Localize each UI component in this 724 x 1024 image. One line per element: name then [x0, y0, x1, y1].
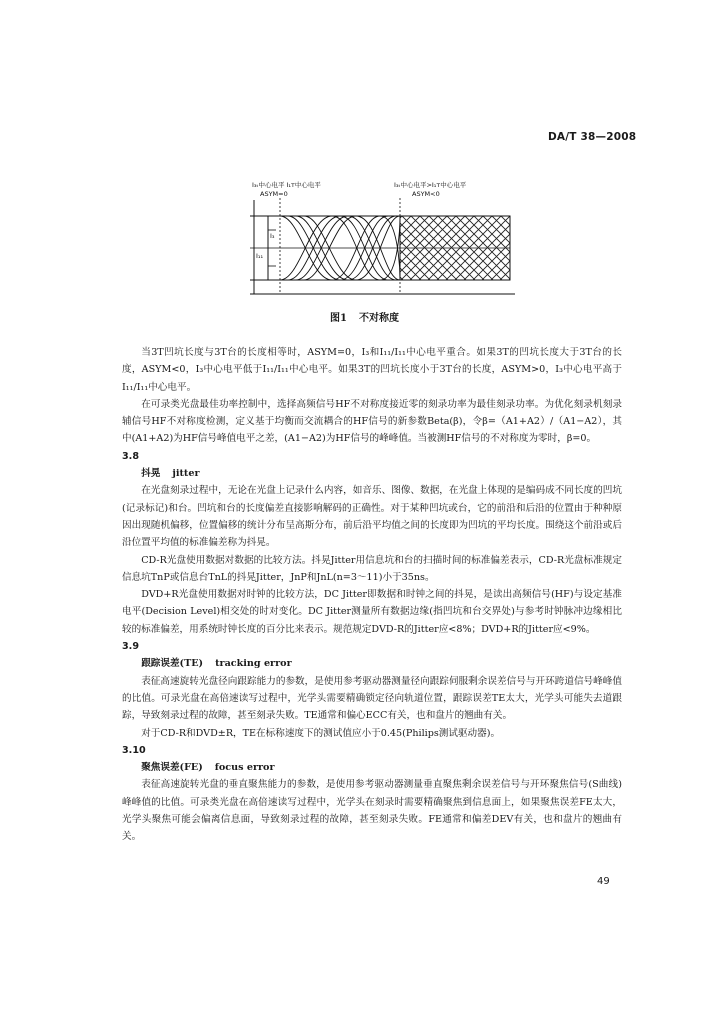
term-en: jitter: [172, 468, 200, 480]
term-en: focus error: [214, 762, 275, 774]
document-code-header: DA/T 38—2008: [548, 131, 637, 143]
label-i3: I₃: [270, 232, 275, 240]
label-left-2: ASYM=0: [260, 190, 288, 198]
paragraph: 在光盘刻录过程中，无论在光盘上记录什么内容，如音乐、图像、数据，在光盘上体现的是编码成不同长度的凹坑(记录标记)和台。凹坑和台的长度偏差直接影响解码的正确性。对于某种凹坑或台，它的前沿和后沿的位置由于种种原因出现随机偏移，位置偏移的统计分布呈高斯分布，前后沿平均值之间的长度即为凹坑的平均长度。围绕这个前沿或后沿位置平均值的标准偏差称为抖晃。: [122, 485, 622, 549]
paragraph: 表征高速旋转光盘的垂直聚焦能力的参数，是使用参考驱动器测量垂直聚焦剩余误差信号与开环聚焦信号(S曲线)峰峰值的比值。可录类光盘在高倍速读写过程中，光学头在刻录时需要精确聚焦到信息面上，如果聚焦误差FE太大，光学头聚焦可能会偏离信息面，导致刻录过程的故障，甚至刻录失败。FE通常和偏差DEV有关，也和盘片的翘曲有关。: [122, 779, 622, 843]
paragraph: 在可录类光盘最佳功率控制中，选择高频信号HF不对称度接近零的刻录功率为最佳刻录功率。为优化刻录机刻录辅信号HF不对称度检测，定义基于均衡而交流耦合的HF信号的新参数Beta(β)，令β=（A1+A2）/（A1−A2），其中(A1+A2)为HF信号峰值电平之差，(A1−A2)为HF信号的峰峰值。当被测HF信号的不对称度为零时，β=0。: [122, 398, 622, 445]
label-right-2: ASYM<0: [412, 190, 440, 198]
figure-title: 不对称度: [358, 313, 399, 324]
label-right-1: I₃ₜ中心电平>I₁ᴛ中心电平: [394, 181, 467, 189]
figure-caption: [330, 309, 411, 324]
paragraph: 表征高速旋转光盘径向跟踪能力的参数，是使用参考驱动器测量径向跟踪伺服剩余误差信号与开环跨道信号峰峰值的比值。可录光盘在高倍速读写过程中，光学头需要精确锁定径向轨道位置，跟踪误差TE太大，光学头可能失去道跟踪，导致刻录过程的故障，甚至刻录失败。TE通常和偏心ECC有关，也和盘片的翘曲有关。: [122, 675, 622, 722]
eye-pattern-right: [400, 216, 510, 280]
paragraph: CD-R光盘使用数据对数据的比较方法。抖晃Jitter用信息坑和台的扫描时间的标准偏差表示，CD-R光盘标准规定信息坑TnP或信息台TnL的抖晃Jitter，JnP和JnL(n=3～11)小于35ns。: [122, 554, 622, 583]
term-cn: 跟踪误差(TE): [141, 658, 204, 670]
term-cn: 聚焦误差(FE): [141, 762, 203, 774]
paragraph: DVD+R光盘使用数据对时钟的比较方法，DC Jitter即数据和时钟之间的抖晃，是读出高频信号(HF)与设定基准电平(Decision Level)相交处的时对变化。DC Jitter测量所有数据边缘(指凹坑和台交界处)与参考时钟脉冲边缘相比较的标准偏差，用系统时钟长度的百分比来表示。规范规定DVD-R的Jitter应<8%；DVD+R的Jitter应<9%。: [122, 589, 622, 635]
term-heading: [122, 759, 622, 776]
term-en: tracking error: [215, 658, 292, 670]
term-heading: [122, 655, 622, 672]
body-text: [122, 344, 622, 846]
label-left-1: I₃ₜ中心电平 I₁ᴛ中心电平: [252, 181, 321, 189]
section-number: 3.10: [122, 744, 146, 756]
term-heading: [122, 465, 622, 482]
asymmetry-figure: [240, 180, 520, 300]
section-number: 3.9: [122, 641, 139, 653]
paragraph: 当3T凹坑长度与3T台的长度相等时，ASYM=0，I₃和I₁₁/I₁₁中心电平重合。如果3T的凹坑长度大于3T台的长度，ASYM<0，I₃中心电平低于I₁₁/I₁₁中心电平。如果3T的凹坑长度小于3T台的长度，ASYM>0，I₃中心电平高于I₁₁/I₁₁中心电平。: [122, 347, 622, 393]
section-number: 3.8: [122, 450, 139, 462]
label-i11: I₁₁: [256, 252, 264, 260]
paragraph: 对于CD-R和DVD±R，TE在标称速度下的测试值应小于0.45(Philips测试驱动器)。: [141, 727, 501, 739]
figure-number: 图1: [330, 313, 347, 324]
page-number: 49: [597, 876, 610, 887]
term-cn: 抖晃: [141, 468, 161, 480]
